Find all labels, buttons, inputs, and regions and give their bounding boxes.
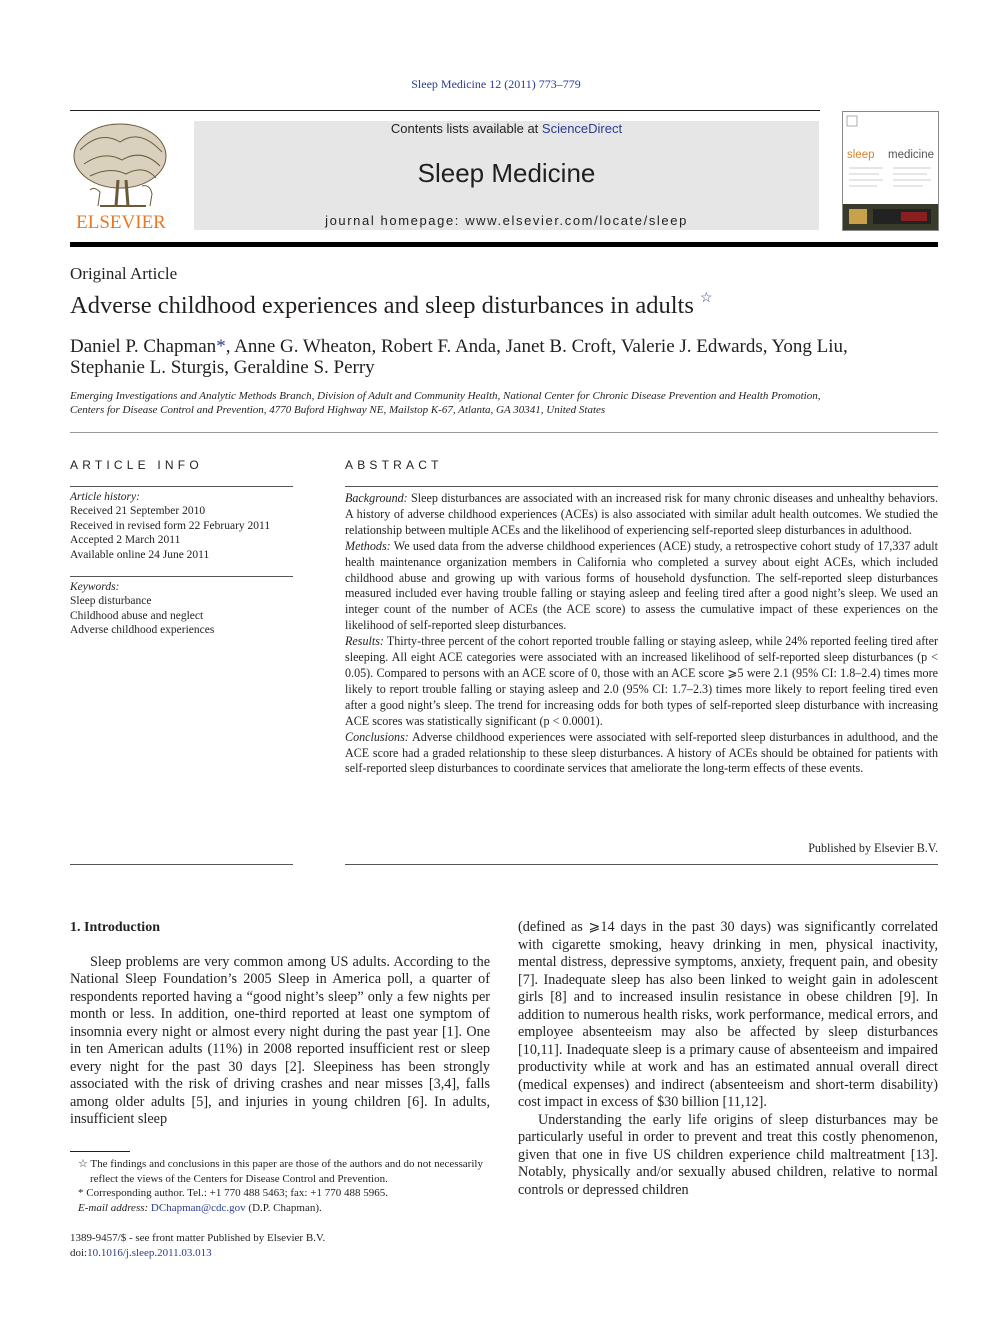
title-footnote-mark[interactable]: ☆ — [700, 291, 713, 306]
affiliation-rule — [70, 432, 938, 433]
history-received: Received 21 September 2010 — [70, 505, 206, 518]
abstract-methods-text: We used data from the adverse childhood experiences (ACE) study, a retrospective cohort study of 17,337 adult health maintenance organization members in California who completed a survey about eight ACEs, which included childhood abuse and growing up with various forms of household dysfunction. The self-reported sleep disturbances measured included ever having trouble falling or staying asleep and feeling tired after a good night’s sleep. We used an integer count of the number of ACEs (the ACE score) to assess the cumulative impact of these experiences on the likelihood of self-reported sleep disturbances. — [345, 538, 938, 633]
corresponding-author[interactable]: Daniel P. Chapman — [70, 336, 217, 357]
journal-cover-image — [843, 112, 938, 230]
history-accepted: Accepted 2 March 2011 — [70, 534, 181, 547]
keyword-item: Childhood abuse and neglect — [70, 609, 204, 622]
elsevier-wordmark: ELSEVIER — [76, 212, 166, 232]
section-heading: 1. Introduction — [70, 920, 160, 935]
contents-prefix: Contents lists available at — [390, 121, 542, 136]
footnote-email — [70, 1201, 490, 1216]
sciencedirect-link[interactable]: ScienceDirect — [541, 121, 623, 136]
history-revised: Received in revised form 22 February 2011 — [70, 519, 271, 532]
abstract-heading: ABSTRACT — [345, 458, 443, 472]
body-column-right — [518, 919, 938, 1199]
email-link[interactable]: DChapman@cdc.gov — [150, 1201, 246, 1214]
abstract-rule — [345, 486, 938, 487]
article-title — [70, 292, 940, 320]
article-title-text: Adverse childhood experiences and sleep disturbances in adults — [70, 292, 694, 319]
affiliation-line1: Emerging Investigations and Analytic Methods Branch, Division of Adult and Community Health, National Center for Chronic Disease Prevention and Health Promotion, — [70, 390, 821, 402]
issn-line: 1389-9457/$ - see front matter Published by Elsevier B.V. — [70, 1232, 326, 1244]
footnotes — [70, 1157, 490, 1215]
body-paragraph: (defined as ⩾14 days in the past 30 days) was significantly correlated with cigarette smoking, heavy drinking in men, physical inactivity, mental distress, depressive symptoms, anxiety, frequent pain, and obesity [7]. Inadequate sleep has also been linked to weight gain in adolescent girls [8] and to increased insulin resistance in obese children [9]. In addition to numerous health risks, work performance, medical errors, and employee absenteeism may also be affected by sleep disturbances [10,11]. Inadequate sleep is a primary cause of absenteeism and impaired productivity while at work and has an estimated annual overall direct (medical expenses) and indirect (absenteeism and short-term disability) cost impact in excess of $30 billion [11,12]. — [518, 919, 938, 1110]
footnote-disclaimer: ☆ The findings and conclusions in this paper are those of the authors and do not necessarily reflect the views of the Centers for Disease Control and Prevention. — [78, 1158, 483, 1185]
abstract-results — [345, 634, 938, 729]
body-paragraph: Understanding the early life origins of sleep disturbances may be particularly useful in order to prevent and treat this costly phenomenon, given that one in five US children experience child maltreatment [13]. Notably, physically and/or sexually abused children, relative to normal controls or depressed children — [518, 1111, 938, 1198]
footnote-corresponding: * Corresponding author. Tel.: +1 770 488 5463; fax: +1 770 488 5965. — [78, 1187, 388, 1200]
keywords-label: Keywords: — [70, 581, 120, 593]
affiliation-line2: Centers for Disease Control and Prevention, 4770 Buford Highway NE, Mailstop K-67, Atlanta, GA 30341, United States — [70, 404, 606, 416]
abstract-background-label: Background: — [345, 491, 408, 505]
header-rule — [70, 110, 820, 111]
keywords-rule — [70, 576, 293, 577]
abstract-bottom-rule — [345, 864, 938, 865]
journal-citation[interactable]: Sleep Medicine 12 (2011) 773–779 — [411, 77, 581, 91]
email-suffix: (D.P. Chapman). — [248, 1201, 322, 1214]
body-column-left — [70, 919, 490, 1129]
article-info-heading: ARTICLE INFO — [70, 458, 203, 472]
abstract-results-label: Results: — [345, 634, 384, 649]
co-authors-line2: Stephanie L. Sturgis, Geraldine S. Perry — [70, 357, 375, 378]
abstract-body — [345, 491, 938, 777]
abstract-methods-label: Methods: — [345, 538, 391, 553]
corresponding-author-mark[interactable]: * — [216, 336, 226, 357]
contents-line — [194, 121, 819, 136]
journal-name: Sleep Medicine — [417, 158, 596, 188]
cover-title-medicine: medicine — [888, 149, 935, 161]
history-label: Article history: — [70, 491, 140, 503]
article-type: Original Article — [70, 264, 178, 283]
journal-cover-thumbnail[interactable] — [842, 111, 939, 231]
publisher-note: Published by Elsevier B.V. — [808, 841, 938, 855]
doi-link[interactable]: 10.1016/j.sleep.2011.03.013 — [87, 1246, 212, 1259]
cover-title-sleep: sleep — [847, 149, 875, 161]
author-list — [70, 336, 940, 378]
intro-paragraph: Sleep problems are very common among US adults. According to the National Sleep Foundation’s 2005 Sleep in America poll, a quarter of respondents reported having a “good night’s sleep” only a few nights per month or less. In addition, one-third reported at least one symptom of insomnia every night or almost every night during the past year [1]. One in ten American adults (11%) in 2008 reported insufficient rest or sleep every night for the past 30 days [2]. Sleepiness has been strongly associated with the risk of driving crashes and near misses [3,4], falls among older adults [5], and injuries in young children [6]. In adults, insufficient sleep — [70, 953, 490, 1127]
keyword-item: Adverse childhood experiences — [70, 624, 215, 637]
abstract-conclusions — [345, 730, 938, 778]
header-thick-rule — [70, 242, 938, 247]
journal-banner — [194, 121, 819, 230]
abstract-background — [345, 491, 938, 539]
abstract-methods — [345, 539, 938, 634]
co-authors-line1: , Anne G. Wheaton, Robert F. Anda, Janet B. Croft, Valerie J. Edwards, Yong Liu, — [225, 336, 848, 357]
history-online: Available online 24 June 2011 — [70, 548, 210, 561]
footnote-rule — [70, 1151, 130, 1152]
journal-homepage[interactable]: journal homepage: www.elsevier.com/locate/sleep — [325, 213, 688, 228]
article-info-bottom-rule — [70, 864, 293, 865]
abstract-conclusions-text: Adverse childhood experiences were associated with self-reported sleep disturbances in adulthood, and the ACE score had a graded relationship to these sleep disturbances. A history of ACEs should be obtained for patients with self-reported sleep disturbances to coordinate services that ameliorate the long-term effects of these events. — [345, 729, 938, 776]
abstract-conclusions-label: Conclusions: — [345, 729, 409, 744]
abstract-background-text: Sleep disturbances are associated with an increased risk for many chronic diseases and unhealthy behaviors. A history of adverse childhood experiences (ACEs) is also associated with similar adult health outcomes. We studied the relationship between multiple ACEs and the likelihood of experiencing self-reported sleep disturbances in adulthood. — [345, 491, 938, 537]
author-affiliation — [70, 389, 940, 417]
elsevier-tree-icon — [70, 120, 172, 232]
abstract-results-text: Thirty-three percent of the cohort reported trouble falling or staying asleep, while 24% reported feeling tired after sleeping. All eight ACE categories were associated with an increased likelihood of self-reported sleep disturbances (p < 0.05). Compared to persons with an ACE score of 0, those with an ACE score ⩾5 were 2.1 (95% CI: 1.8–2.4) times more likely to report trouble falling or staying asleep and 2.0 (95% CI: 1.7–2.3) times more likely to report feeling tired even after a good night’s sleep. The trend for increasing odds for both types of self-reported sleep disturbance with increasing ACE scores was statistically significant (p < 0.0001). — [345, 634, 938, 728]
doi-line — [70, 1246, 325, 1261]
keywords — [70, 580, 214, 638]
doi-label: doi: — [70, 1246, 88, 1259]
issn-doi-block — [70, 1231, 325, 1260]
article-info-rule — [70, 486, 293, 487]
keyword-item: Sleep disturbance — [70, 595, 152, 608]
elsevier-logo[interactable] — [70, 120, 172, 232]
article-history — [70, 490, 270, 562]
email-label: E-mail address: — [78, 1201, 149, 1214]
